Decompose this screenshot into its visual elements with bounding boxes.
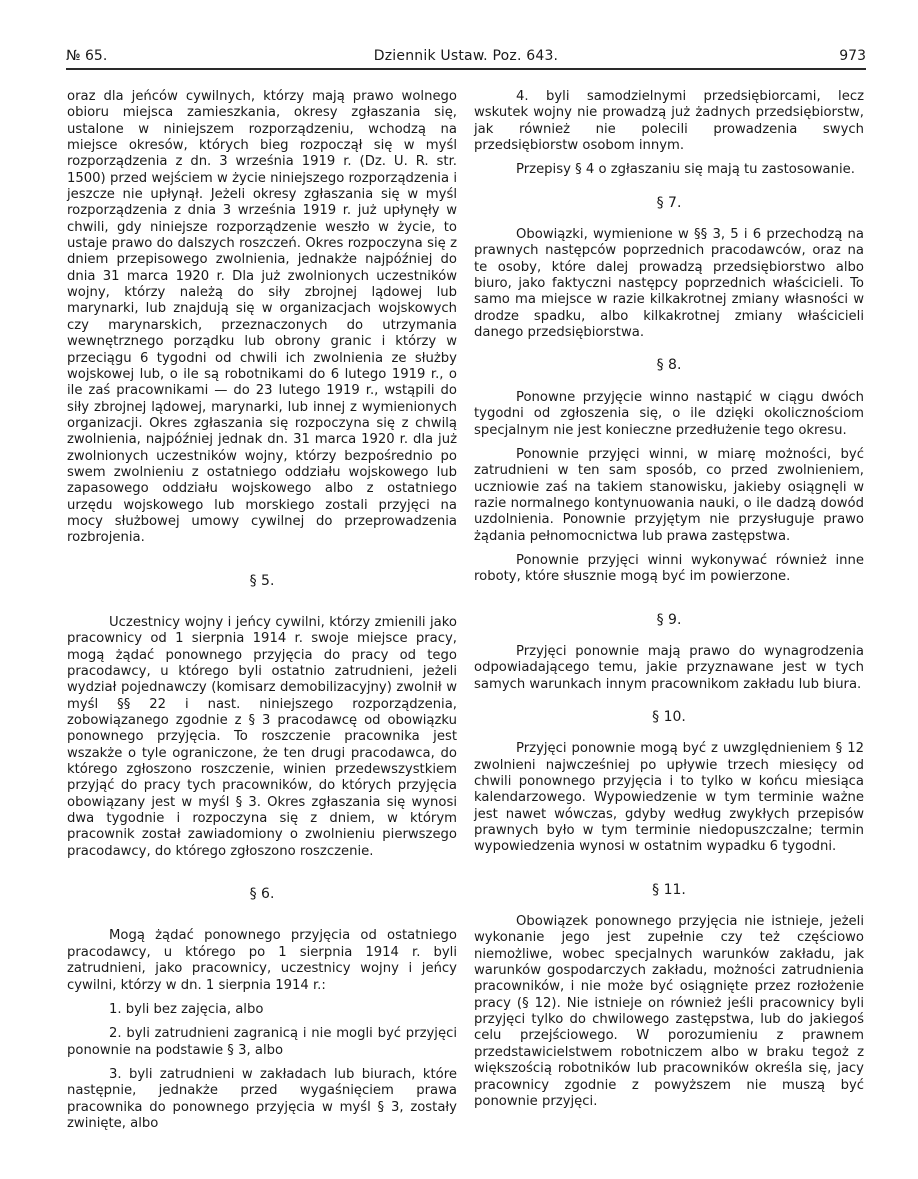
continued-paragraph: oraz dla jeńców cywilnych, którzy mają prawo wolnego obioru miejsca zamieszkania, okresy zgłaszania się, ustalone w niniejszem rozporządzeniu, wchodzą na miejsce okresów, których bieg rozpoczął się w myśl rozporządzenia z dn. 3 września 1919 r. (Dz. U. R. str. 1500) przed wejściem w życie niniejszego rozporządzenia i jeszcze nie upłynął. Jeżeli okresy zgłaszania się w myśl rozporządzenia z dnia 3 września 1919 r. już upłynęły w chwili, gdy niniejsze rozporządzenie weszło w życie, to ustaje prawo do dalszych roszczeń. Okres rozpoczyna się z dniem przepisowego zwolnienia, jednakże najpóźniej do dnia 31 marca 1920 r. Dla już zwolnionych uczestników wojny, którzy należą do siły zbrojnej lądowej lub marynarki, lub znajdują się w organizacjach wojskowych czy marynarskich, przeznaczonych do utrzymania wewnętrznego porządku lub obrony granic i którzy w przeciągu 6 tygodni od chwili ich zwolnienia ze służby wojskowej lub, o ile są robotnikami do 6 lutego 1919 r., o ile zaś pracownikami — do 23 lutego 1919 r., wstąpili do siły zbrojnej lądowej, marynarki, lub innej z wymienionych organizacji. Okres zgłaszania się rozpoczyna się z chwilą zwolnienia, najpóźniej jednak dn. 31 marca 1920 r. dla już zwolnionych uczestników wojny, którzy bezpośrednio po swem zwolnieniu z ostatniego oddziału wojskowego lub zapasowego oddziału wojskowego albo z ostatniego urzędu wojskowego lub morskiego zostali przyjęci na mocy służbowej umowy cywilnej do przeprowadzenia rozbrojenia. (67, 89, 457, 546)
section-8-paragraph-3: Ponownie przyjęci winni wykonywać również inne roboty, które słusznie mogą być im powierzone. (474, 552, 864, 585)
page-number: 973 (839, 48, 866, 64)
issue-number: № 65. (66, 48, 108, 64)
section-9-heading: § 9. (656, 611, 682, 628)
section-5-heading: § 5. (249, 572, 275, 589)
section-8-paragraph-2: Ponownie przyjęci winni, w miarę możności, być zatrudnieni w ten sam sposób, co przed zwolnieniem, uczniowie zaś na takiem stanowisku, jakieby osiągnęli w razie normalnego kontynuowania nauki, o ile dadzą dowód uzdolnienia. Ponownie przyjętym nie przysługuje prawo żądania pełnomocnictwa lub prawa zastępstwa. (474, 446, 864, 544)
section-11-paragraph: Obowiązek ponownego przyjęcia nie istnieje, jeżeli wykonanie jego jest zupełnie czy też częściowo niemożliwe, wobec specjalnych warunków zakładu, jak warunków gospodarczych zakładu, możności zatrudnienia pracowników, i nie może być osiągnięte przez rozłożenie pracy (§ 12). Nie istnieje on również jeśli pracownicy byli przyjęci tylko do chwilowego zastępstwa, lub do jakiegoś celu przejściowego. W porozumieniu z prawnem przedstawicielstwem robotniczem albo w braku tegoż z większością robotników lub pracowników określa się, jacy pracownicy zgodnie z powyższem nie muszą być ponownie przyjęci. (474, 914, 864, 1109)
section-5-paragraph: Uczestnicy wojny i jeńcy cywilni, którzy zmienili jako pracownicy od 1 sierpnia 1914 r. swoje miejsce pracy, mogą żądać ponownego przyjęcia do pracy od tego pracodawcy, u którego byli ostatnio zatrudnieni, jeżeli wydział pojednawczy (komisarz demobilizacyjny) zwolnił w myśl §§ 22 i nast. niniejszego rozporządzenia, zobowiązanego zgodnie z § 3 pracodawcę od obowiązku ponownego przyjęcia. To roszczenie pracownika jest wszakże o tyle ograniczone, że ten drugi pracodawca, do którego zgłoszono roszczenie, winien przedewszystkiem przyjąć do pracy tych pracowników, do których przyjęcia obowiązany jest w myśl § 3. Okres zgłaszania się wynosi dwa tygodnie i rozpoczyna się z dniem, w którym pracownik został zawiadomiony o zwolnieniu pierwszego pracodawcy, do którego zgłoszono roszczenie. (67, 614, 457, 859)
section-6-paragraph: Mogą żądać ponownego przyjęcia od ostatniego pracodawcy, u którego po 1 sierpnia 1914 r. byli zatrudnieni, jako pracownicy, uczestnicy wojny i jeńcy cywilni, którzy w dn. 1 sierpnia 1914 r.: (67, 928, 457, 993)
section-6-heading: § 6. (249, 886, 275, 903)
journal-title: Dziennik Ustaw. Poz. 643. (373, 48, 559, 64)
section-7-heading: § 7. (656, 194, 682, 211)
section-10-paragraph: Przyjęci ponownie mogą być z uwzględnieniem § 12 zwolnieni najwcześniej po upływie trzech miesięcy od chwili ponownego przyjęcia i to tylko w końcu miesiąca kalendarzowego. Wypowiedzenie w tym terminie ważne jest nawet wówczas, gdyby według zwykłych przepisów prawnych było w tym terminie niedopuszczalne; termin wypowiedzenia wynosi w ostatnim wypadku 6 tygodni. (474, 741, 864, 855)
section-6-item-1: 1. byli bez zajęcia, albo (109, 1001, 264, 1017)
left-column (67, 89, 457, 1132)
section-8-paragraph-1: Ponowne przyjęcie winno nastąpić w ciągu dwóch tygodni od zgłoszenia się, o ile dzięki okolicznościom specjalnym nie jest konieczne przedłużenie tego okresu. (474, 389, 864, 438)
section-11-heading: § 11. (652, 881, 686, 898)
section-10-heading: § 10. (652, 708, 686, 725)
header-rule (66, 68, 866, 70)
section-7-paragraph: Obowiązki, wymienione w §§ 3, 5 i 6 przechodzą na prawnych następców poprzednich pracodawców, oraz na te osoby, które dalej prowadzą przedsiębiorstwo albo biuro, jako faktyczni następcy poprzednich właścicieli. To samo ma miejsce w razie kilkakrotnej zmiany własności w drodze spadku, albo kilkakrotnej zmiany właścicieli danego przedsiębiorstwa. (474, 227, 864, 341)
right-column (474, 89, 864, 1110)
section-8-heading: § 8. (656, 357, 682, 374)
section-6-closing: Przepisy § 4 o zgłaszaniu się mają tu zastosowanie. (516, 162, 855, 178)
section-6-item-3: 3. byli zatrudnieni w zakładach lub biurach, które następnie, jednakże przed wygaśnięciem prawa pracownika do ponownego przyjęcia w myśl § 3, zostały zwinięte, albo (67, 1066, 457, 1131)
section-6-item-4: 4. byli samodzielnymi przedsiębiorcami, lecz wskutek wojny nie prowadzą już żadnych przedsiębiorstw, jak również nie polecili prowadzenia swych przedsiębiorstw osobom innym. (474, 89, 864, 154)
section-9-paragraph: Przyjęci ponownie mają prawo do wynagrodzenia odpowiadającego temu, jakie przyznawane jest w tych samych warunkach innym pracownikom zakładu lub biura. (474, 643, 864, 692)
section-6-item-2: 2. byli zatrudnieni zagranicą i nie mogli być przyjęci ponownie na podstawie § 3, albo (67, 1026, 457, 1058)
page-header (66, 48, 866, 68)
